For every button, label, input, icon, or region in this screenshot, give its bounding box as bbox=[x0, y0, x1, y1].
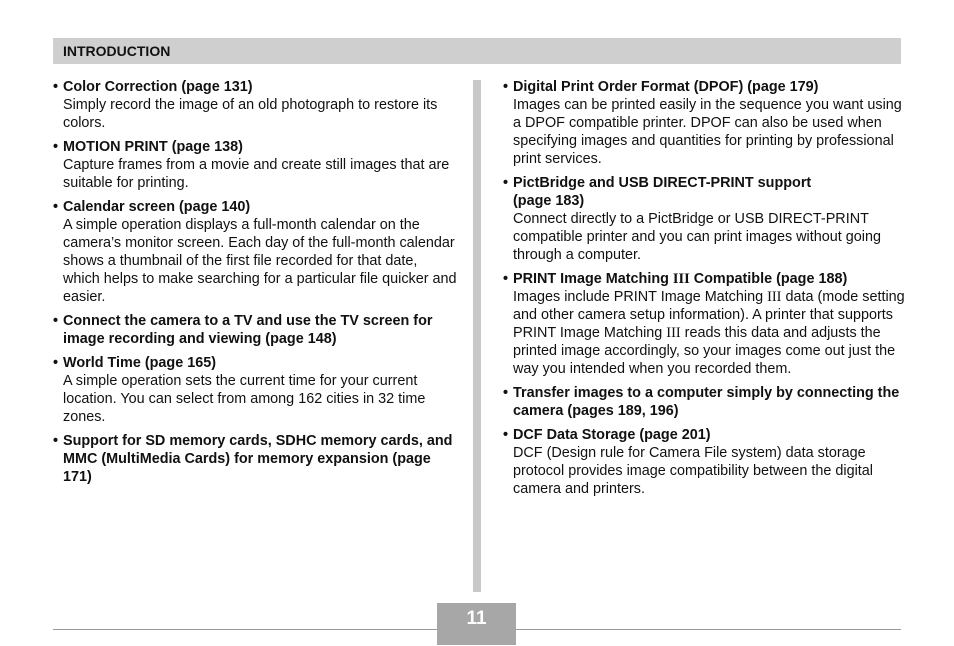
bullet: • bbox=[53, 355, 59, 371]
column-divider bbox=[473, 80, 481, 592]
bullet: • bbox=[503, 175, 509, 191]
item-title: Digital Print Order Format (DPOF) (page 179) bbox=[513, 79, 819, 95]
list-item bbox=[503, 384, 905, 420]
item-body: Connect directly to a PictBridge or USB DIRECT-PRINT compatible printer and you can print images without going through a computer. bbox=[513, 211, 881, 263]
bullet: • bbox=[53, 433, 59, 449]
item-body: A simple operation displays a full-month calendar on the camera’s monitor screen. Each day of the full-month calendar shows a thumbnail of the first file recorded for that date, which helps to make searching for a particular file quicker and easier. bbox=[63, 217, 457, 305]
item-title: Color Correction (page 131) bbox=[63, 79, 253, 95]
body-part: reads this data and adjusts the printed image accordingly, so your images come out just the way you intended when you recorded them. bbox=[513, 325, 896, 377]
bullet: • bbox=[53, 313, 59, 329]
roman-numeral: III bbox=[672, 271, 690, 287]
item-body: Images can be printed easily in the sequence you want using a DPOF compatible printer. DPOF can also be used when specifying images and quantities for printing by professional print services. bbox=[513, 97, 902, 167]
list-item bbox=[53, 78, 458, 132]
title-part: PRINT Image Matching bbox=[513, 271, 673, 287]
item-body: Capture frames from a movie and create still images that are suitable for printing. bbox=[63, 157, 450, 191]
item-title: World Time (page 165) bbox=[63, 355, 217, 371]
item-body: Simply record the image of an old photograph to restore its colors. bbox=[63, 97, 438, 131]
bullet: • bbox=[53, 139, 59, 155]
item-title-continued: (page 183) bbox=[513, 193, 585, 209]
item-title: Calendar screen (page 140) bbox=[63, 199, 251, 215]
item-title: PictBridge and USB DIRECT-PRINT support bbox=[513, 175, 812, 191]
bullet: • bbox=[503, 271, 509, 287]
roman-numeral: III bbox=[666, 325, 681, 341]
list-item bbox=[53, 432, 458, 486]
page-number: 11 bbox=[466, 608, 487, 629]
bullet: • bbox=[53, 79, 59, 95]
item-body: DCF (Design rule for Camera File system) data storage protocol provides image compatibility between the digital camera and printers. bbox=[513, 445, 873, 497]
header-bar bbox=[53, 38, 901, 64]
bullet: • bbox=[503, 385, 509, 401]
list-item bbox=[503, 270, 905, 378]
item-title: Transfer images to a computer simply by connecting the camera (pages 189, 196) bbox=[513, 385, 900, 419]
bullet: • bbox=[503, 79, 509, 95]
page-number-box bbox=[437, 603, 516, 645]
body-part: Images include PRINT Image Matching bbox=[513, 289, 768, 305]
list-item bbox=[53, 312, 458, 348]
item-title: DCF Data Storage (page 201) bbox=[513, 427, 711, 443]
roman-numeral: III bbox=[767, 289, 782, 305]
item-body bbox=[513, 288, 905, 378]
list-item bbox=[53, 354, 458, 426]
item-title bbox=[513, 270, 905, 288]
bullet: • bbox=[53, 199, 59, 215]
list-item bbox=[503, 426, 905, 498]
right-column bbox=[503, 78, 905, 504]
item-body: A simple operation sets the current time for your current location. You can select from among 162 cities in 32 time zones. bbox=[63, 373, 426, 425]
section-title: INTRODUCTION bbox=[63, 43, 171, 59]
bullet: • bbox=[503, 427, 509, 443]
list-item bbox=[503, 174, 905, 264]
item-title: Support for SD memory cards, SDHC memory cards, and MMC (MultiMedia Cards) for memory expansion (page 171) bbox=[63, 433, 453, 485]
left-column bbox=[53, 78, 458, 492]
list-item bbox=[503, 78, 905, 168]
item-title: Connect the camera to a TV and use the TV screen for image recording and viewing (page 148) bbox=[63, 313, 433, 347]
title-part: Compatible (page 188) bbox=[689, 271, 848, 287]
list-item bbox=[53, 138, 458, 192]
item-title: MOTION PRINT (page 138) bbox=[63, 139, 243, 155]
list-item bbox=[53, 198, 458, 306]
body-part: data (mode setting and other camera setup information). A printer that supports PRINT Image Matching bbox=[513, 289, 905, 341]
